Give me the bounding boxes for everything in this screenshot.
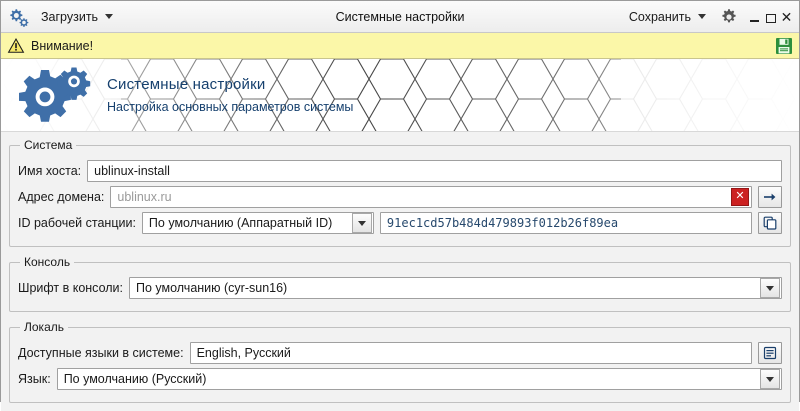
- arrow-right-icon: [763, 191, 777, 203]
- save-menu-label: Сохранить: [628, 9, 691, 24]
- load-menu-button[interactable]: [37, 7, 117, 27]
- row-workstation-id: [18, 212, 782, 234]
- warning-triangle-icon: [7, 37, 25, 54]
- row-language: [18, 368, 782, 390]
- group-system: [9, 138, 791, 247]
- maximize-button[interactable]: [764, 10, 777, 24]
- available-languages-label: Доступные языки в системе:: [18, 346, 184, 360]
- console-font-value: По умолчанию (cyr-sun16): [136, 281, 288, 295]
- titlebar-left: [7, 6, 117, 28]
- app-gears-icon: [7, 6, 31, 28]
- close-button[interactable]: ✕: [780, 8, 793, 25]
- domain-apply-button[interactable]: [758, 186, 782, 208]
- hostname-label: Имя хоста:: [18, 164, 82, 178]
- save-menu-button[interactable]: [625, 7, 710, 27]
- warning-text: Внимание!: [31, 38, 94, 53]
- load-menu-label: Загрузить: [41, 9, 99, 24]
- window-controls: [748, 10, 793, 24]
- row-available-languages: [18, 342, 782, 364]
- group-locale: [9, 320, 791, 403]
- language-select[interactable]: [57, 368, 782, 390]
- row-domain: [18, 186, 782, 208]
- list-edit-icon: [763, 346, 777, 360]
- titlebar-right: [625, 7, 795, 27]
- hostname-input[interactable]: [87, 160, 782, 182]
- banner-title: Системные настройки: [107, 76, 266, 93]
- group-console: [9, 255, 791, 312]
- banner-text: [107, 76, 353, 114]
- chevron-down-icon[interactable]: [760, 278, 780, 298]
- workstation-id-value: По умолчанию (Аппаратный ID): [148, 216, 333, 230]
- row-console-font: [18, 277, 782, 299]
- workstation-id-value-field[interactable]: [380, 212, 752, 234]
- copy-icon: [763, 216, 777, 230]
- available-languages-value: English, Русский: [196, 346, 291, 360]
- titlebar: [1, 1, 799, 33]
- group-console-legend: Консоль: [24, 255, 71, 269]
- group-system-legend: Система: [24, 138, 73, 152]
- copy-id-button[interactable]: [758, 212, 782, 234]
- workstation-id-label: ID рабочей станции:: [18, 216, 136, 230]
- workstation-id-hash: 91ec1cd57b484d479893f012b26f89ea: [386, 216, 619, 230]
- hostname-value: ublinux-install: [94, 164, 170, 178]
- gears-logo-icon: [19, 64, 93, 126]
- row-hostname: [18, 160, 782, 182]
- banner-subtitle: Настройка основных параметров системы: [107, 100, 354, 114]
- console-font-select[interactable]: [129, 277, 782, 299]
- domain-placeholder: ublinux.ru: [117, 190, 172, 204]
- chevron-down-icon: [698, 14, 706, 19]
- banner: [1, 59, 799, 132]
- floppy-save-icon[interactable]: [775, 37, 793, 55]
- error-x-icon[interactable]: ✕: [731, 188, 749, 206]
- language-value: По умолчанию (Русский): [63, 372, 207, 386]
- edit-languages-button[interactable]: [758, 342, 782, 364]
- language-label: Язык:: [18, 372, 51, 386]
- warning-bar: [1, 33, 799, 59]
- gear-icon[interactable]: [720, 8, 738, 26]
- console-font-label: Шрифт в консоли:: [18, 281, 123, 295]
- settings-content: [1, 132, 799, 411]
- window-title: Системные настройки: [335, 9, 465, 24]
- chevron-down-icon[interactable]: [352, 213, 372, 233]
- available-languages-field[interactable]: [190, 342, 752, 364]
- group-locale-legend: Локаль: [24, 320, 64, 334]
- minimize-button[interactable]: [748, 10, 761, 24]
- workstation-id-select[interactable]: [142, 212, 374, 234]
- domain-label: Адрес домена:: [18, 190, 105, 204]
- domain-input[interactable]: [110, 186, 752, 208]
- chevron-down-icon: [105, 14, 113, 19]
- chevron-down-icon[interactable]: [760, 369, 780, 389]
